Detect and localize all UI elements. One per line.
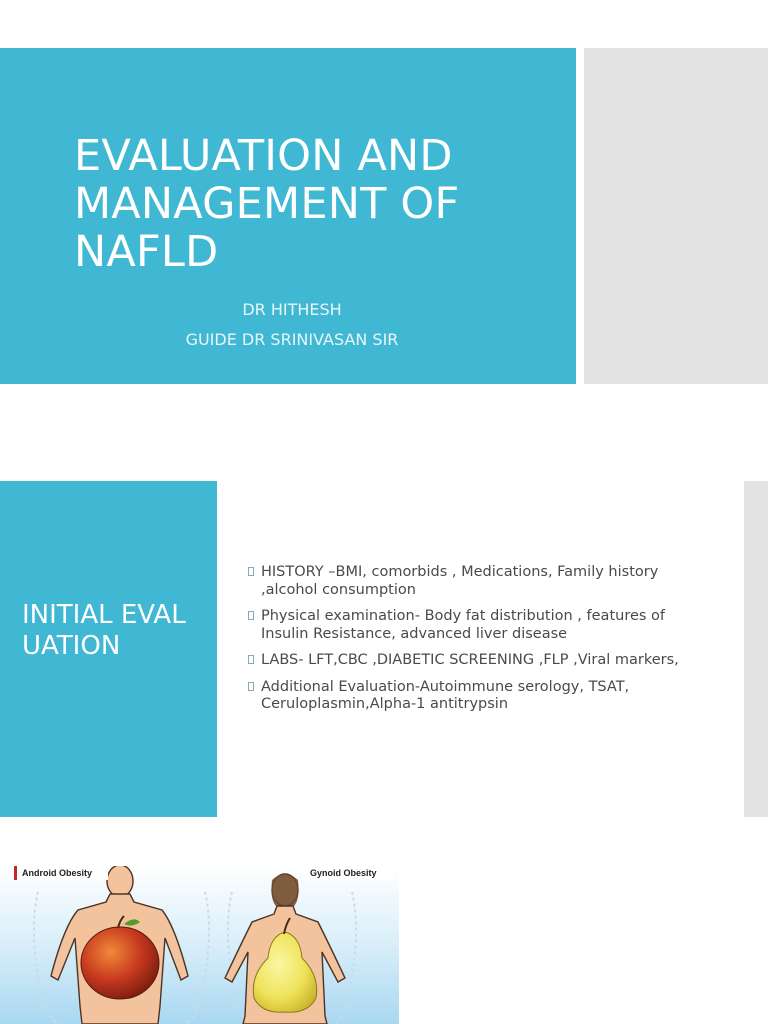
- bullet-text: Additional Evaluation-Autoimmune serology, TSAT, Ceruloplasmin,Alpha-1 antitrypsin: [261, 678, 630, 712]
- bullet-text: LABS- LFT,CBC ,DIABETIC SCREENING ,FLP ,Viral markers,: [261, 652, 679, 668]
- slide-subtitle: [60, 295, 524, 355]
- bullet-icon: [248, 611, 254, 620]
- gynoid-obesity-label: Gynoid Obesity: [302, 866, 394, 880]
- obesity-types-illustration: [0, 866, 399, 1024]
- author-name: DR HITHESH: [242, 300, 342, 319]
- title-slide-side-panel: [584, 48, 768, 384]
- list-item: [246, 679, 698, 714]
- bullet-icon: [248, 682, 254, 691]
- bullet-icon: [248, 655, 254, 664]
- guide-name: GUIDE DR SRINIVASAN SIR: [185, 330, 399, 349]
- list-item: [246, 608, 698, 643]
- list-item: [246, 564, 698, 599]
- bullet-text: Physical examination- Body fat distribution , features of Insulin Resistance, advanced liver disease: [261, 608, 666, 642]
- android-obesity-label: Android Obesity: [14, 866, 108, 880]
- bullet-text: HISTORY –BMI, comorbids , Medications, Family history ,alcohol consumption: [261, 564, 659, 598]
- section-side-panel: [744, 481, 768, 817]
- section-title: INITIAL EVALUATION: [22, 600, 186, 661]
- list-item: [246, 652, 698, 670]
- bullet-list: [246, 564, 698, 723]
- slide-title: EVALUATION AND MANAGEMENT OF NAFLD: [74, 131, 460, 277]
- body-shapes-figure: [0, 866, 399, 1024]
- bullet-icon: [248, 567, 254, 576]
